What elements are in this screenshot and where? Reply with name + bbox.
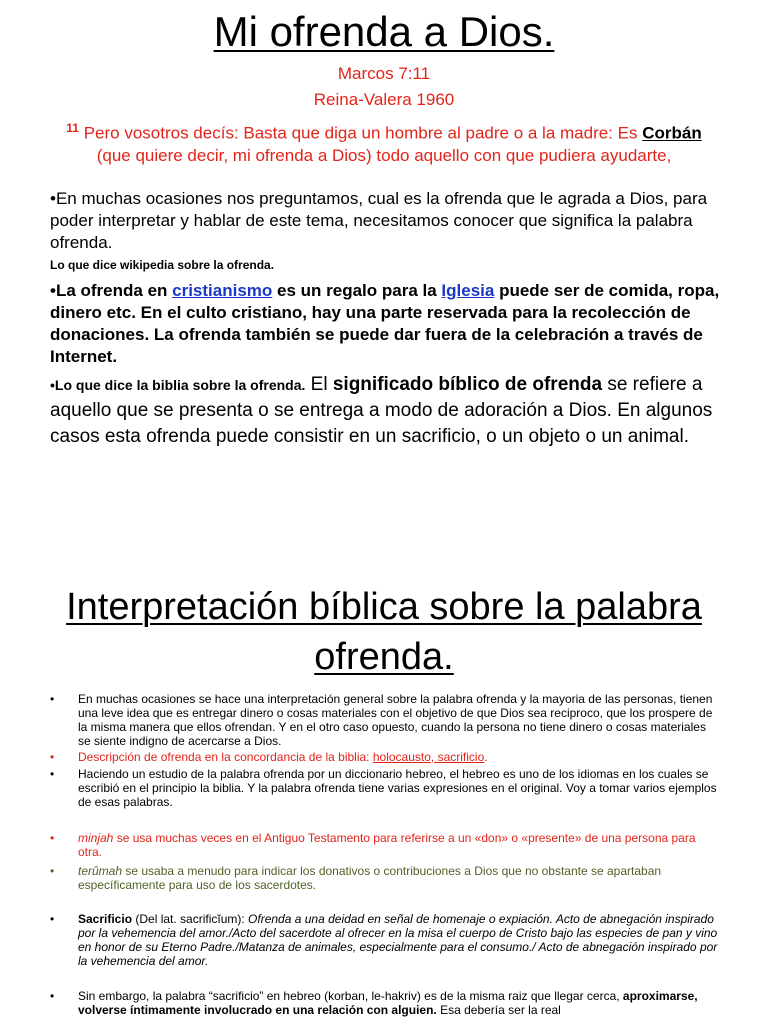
- list-item: [50, 864, 720, 912]
- bullet: •: [50, 864, 55, 878]
- holocausto-link[interactable]: holocausto, sacrificio: [372, 750, 485, 764]
- bible-bold-term: significado bíblico de ofrenda: [332, 374, 603, 395]
- list-item: [50, 912, 720, 989]
- corban-word: Corbán: [642, 123, 702, 143]
- verse-reference: Marcos 7:11: [337, 64, 431, 83]
- bible-version: Reina-Valera 1960: [313, 90, 455, 109]
- slide-1-title: Mi ofrenda a Dios.: [213, 8, 555, 55]
- sacrificio-term: Sacrificio: [78, 912, 133, 926]
- bullet: •: [50, 750, 55, 764]
- minjah-term: minjah: [78, 831, 114, 845]
- bullet: •: [50, 989, 55, 1003]
- bible-text-a: El: [305, 374, 333, 395]
- bullet: •: [50, 767, 55, 781]
- bullet-text-end: .: [484, 750, 488, 764]
- verse-part-1: Pero vosotros decís: Basta que diga un hombre al padre o a la madre: Es: [78, 123, 643, 143]
- list-item: [50, 750, 720, 767]
- slide-2-title: Interpretación bíblica sobre la palabra ofrenda.: [66, 586, 702, 678]
- verse-number: 11: [66, 121, 79, 135]
- wiki-text-c: puede ser de comida, ropa, dinero etc. En el culto cristiano, hay una parte reservada para la recolección de donaciones. La ofrenda también se puede dar fuera de la celebración a través de Internet.: [50, 281, 720, 366]
- bullet-text: (Del lat. sacrificĭum):: [132, 912, 249, 926]
- bullet-text: Descripción de ofrenda en la concordancia de la biblia:: [78, 750, 373, 764]
- wikipedia-paragraph: [50, 280, 740, 368]
- bullet-text: se usaba a menudo para indicar los donativos o contribuciones a Dios que no obstante se apartaban específicamente para uso de los sacerdotes.: [78, 864, 662, 892]
- wiki-text-a: •La ofrenda en: [50, 281, 173, 300]
- wikipedia-heading: Lo que dice wikipedia sobre la ofrenda.: [50, 258, 275, 272]
- slide-2-bullets: [50, 692, 720, 1017]
- bullet-text: Haciendo un estudio de la palabra ofrenda por un diccionario hebreo, el hebreo es uno de los idiomas en los cuales se escribió en el principio la biblia. Y la palabra ofrenda tiene varias expresiones en el original. Voy a tomar varios ejemplos de esas palabras.: [78, 767, 717, 809]
- bullet: •: [50, 831, 55, 845]
- bullet-text: Sin embargo, la palabra “sacrificio” en hebreo (korban, le-hakriv) es de la misma raiz que llegar cerca,: [78, 989, 623, 1003]
- bullet-text-end: Esa debería ser la real: [436, 1003, 561, 1017]
- bullet: •: [50, 912, 55, 926]
- bullet-text: En muchas ocasiones se hace una interpretación general sobre la palabra ofrenda y la mayoria de las personas, tienen una leve idea que es entregar dinero o cosas materiales con el objetivo de que Dios sea reciproco, que los prospere de la misma manera que ellos ofrendan. Y en el otro caso opuesto, cuando la persona no tiene dinero o cosas materiales se siente indigno de acercarse a Dios.: [78, 692, 713, 748]
- bullet-text: se usa muchas veces en el Antiguo Testamento para referirse a un «don» o «presente» de una persona para otra.: [78, 831, 696, 859]
- terumah-term: terûmah: [78, 864, 123, 878]
- list-item: [50, 989, 720, 1017]
- bible-text-b: se refiere a aquello que se presenta o se entrega a modo de adoración a Dios. En algunos casos esta ofrenda puede consistir en un sacrificio, o un objeto o un animal.: [50, 374, 713, 447]
- list-item: [50, 831, 720, 864]
- list-item: [50, 692, 720, 750]
- intro-paragraph: •En muchas ocasiones nos preguntamos, cual es la ofrenda que le agrada a Dios, para poder interpretar y hablar de este tema, necesitamos conocer que significa la palabra ofrenda.: [50, 189, 708, 252]
- bullet-bold-text: aproximarse, volverse íntimamente involucrado en una relación con alguien.: [78, 989, 698, 1017]
- wiki-text-b: es un regalo para la: [272, 281, 442, 300]
- bible-paragraph: [50, 372, 740, 450]
- bible-lead: •Lo que dice la biblia sobre la ofrenda.: [50, 377, 306, 393]
- verse-part-2: (que quiere decir, mi ofrenda a Dios) todo aquello con que pudiera ayudarte,: [96, 145, 672, 165]
- slide-1: [0, 0, 768, 500]
- bullet: •: [50, 692, 55, 706]
- list-item: [50, 767, 720, 831]
- verse-text: [48, 117, 720, 167]
- iglesia-link[interactable]: Iglesia: [441, 281, 495, 300]
- sacrificio-definition: Ofrenda a una deidad en señal de homenaje o expiación. Acto de abnegación inspirado por la vehemencia del amor./Acto del sacerdote al ofrecer en la misa el cuerpo de Cristo bajo las especies de pan y vino en honor de su Eterno Padre./Matanza de animales, especialmente para el consumo./ Acto de abnegación inspirado por la vehemencia del amor.: [78, 912, 718, 968]
- cristianismo-link[interactable]: cristianismo: [172, 281, 273, 300]
